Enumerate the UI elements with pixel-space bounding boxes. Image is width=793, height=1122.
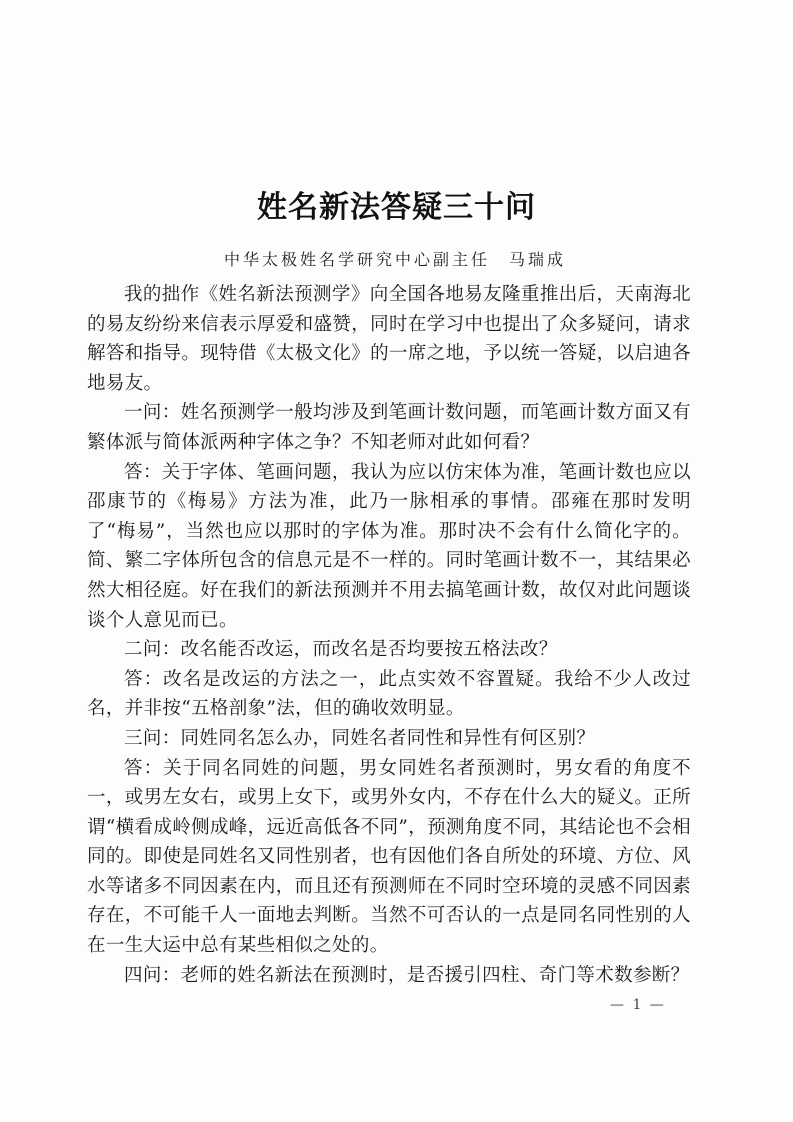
document-body xyxy=(87,280,691,990)
paragraph-intro: 我的拙作《姓名新法预测学》向全国各地易友隆重推出后，天南海北的易友纷纷来信表示厚爱和盛赞，同时在学习中也提出了众多疑问，请求解答和指导。现特借《太极文化》的一席之地，予以统一答疑，以启迪各地易友。 xyxy=(87,284,691,394)
document-title: 姓名新法答疑三十问 xyxy=(257,190,536,225)
paragraph-question-1: 一问：姓名预测学一般均涉及到笔画计数问题，而笔画计数方面又有繁体派与简体派两种字体之争？不知老师对此如何看？ xyxy=(87,402,691,453)
author-line: 中华太极姓名学研究中心副主任 马瑞成 xyxy=(224,250,567,269)
paragraph-question-2: 二问：改名能否改运，而改名是否均要按五格法改？ xyxy=(124,639,558,661)
paragraph-question-3: 三问：同姓同名怎么办，同姓名者同性和异性有何区别？ xyxy=(124,727,596,749)
paragraph-answer-2: 答：改名是改运的方法之一，此点实效不容置疑。我给不少人改过名，并非按“五格剖象”法，但的确收效明显。 xyxy=(87,668,691,720)
paragraph-answer-1: 答：关于字体、笔画问题，我认为应以仿宋体为准，笔画计数也应以邵康节的《梅易》方法为准，此乃一脉相承的事情。邵雍在那时发明了“梅易”，当然也应以那时的字体为准。那时决不会有什么简化字的。简、繁二字体所包含的信息元是不一样的。同时笔画计数不一，其结果必然大相径庭。好在我们的新法预测并不用去搞笔画计数，故仅对此问题谈谈个人意见而已。 xyxy=(87,461,691,631)
paragraph-answer-3: 答：关于同名同姓的问题，男女同姓名者预测时，男女看的角度不一，或男左女右，或男上女下，或男外女内，不存在什么大的疑义。正所谓“横看成岭侧成峰，远近高低各不同”，预测角度不同，其结论也不会相同的。即使是同姓名又同性别者，也有因他们各自所处的环境、方位、风水等诸多不同因素在内，而且还有预测师在不同时空环境的灵感不同因素存在，不可能千人一面地去判断。当然不可否认的一点是同名同性别的人在一生大运中总有某些相似之处的。 xyxy=(87,757,691,957)
paragraph-question-4: 四问：老师的姓名新法在预测时，是否援引四柱、奇门等术数参断？ xyxy=(124,964,690,986)
page-number: — 1 — xyxy=(610,997,666,1013)
